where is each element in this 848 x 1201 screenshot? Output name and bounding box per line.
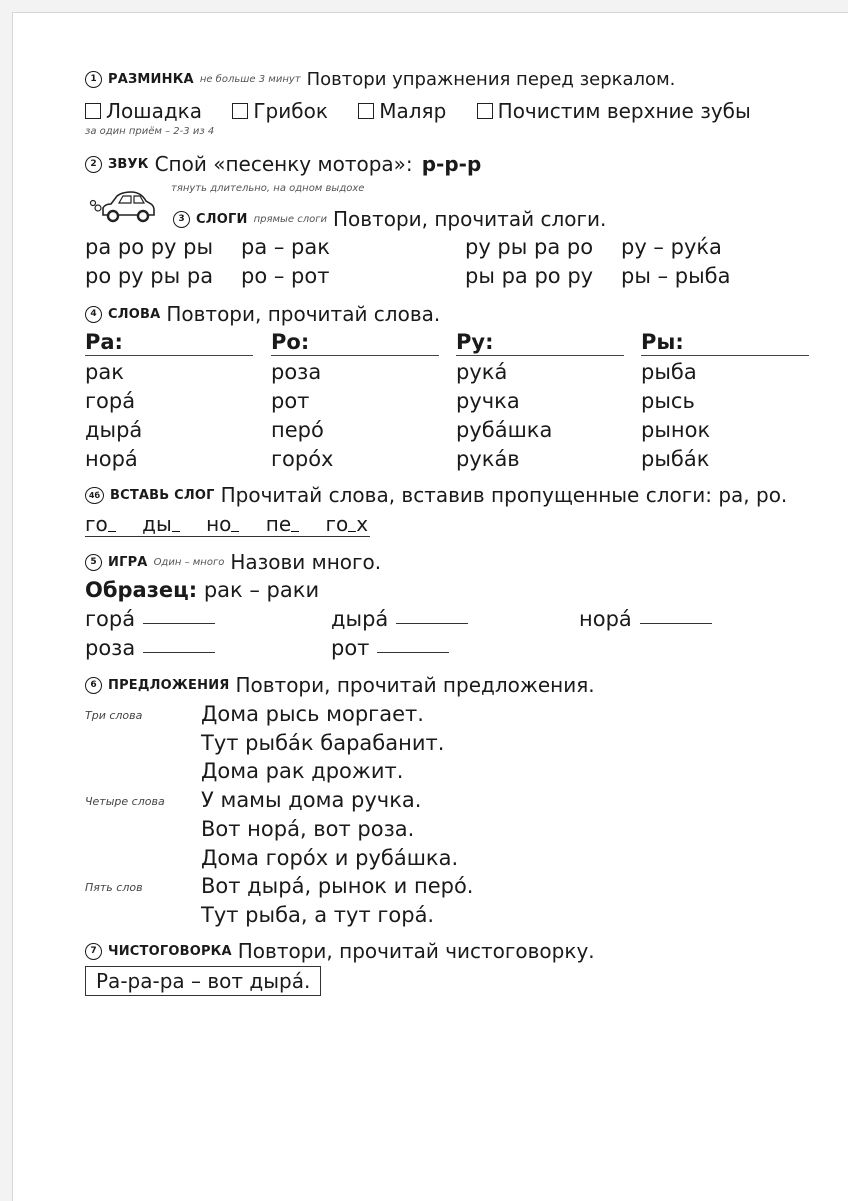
exercise-item[interactable]: Почистим верхние зубы — [477, 99, 751, 123]
sentence: У мамы дома ручка. — [201, 788, 422, 813]
word: рот — [271, 389, 310, 413]
answer-line[interactable] — [396, 622, 468, 624]
section-instruction: Спой «песенку мотора»: — [154, 152, 413, 176]
section-7-header — [85, 939, 595, 963]
section-5-header — [85, 550, 381, 574]
section-4b-header — [85, 483, 787, 507]
section-number: 1 — [85, 71, 102, 88]
checkbox[interactable] — [477, 103, 493, 119]
syllable-cell: ра – рак — [241, 235, 330, 259]
gap-word[interactable]: но — [206, 512, 239, 536]
sample-line — [85, 578, 319, 602]
section-note: прямые слоги — [253, 213, 327, 225]
exercise-item[interactable]: Лошадка — [85, 99, 202, 123]
section-number: 5 — [85, 554, 102, 571]
syllable-cell: ро ру ры ра — [85, 264, 214, 288]
section-number: 6 — [85, 677, 102, 694]
answer-line[interactable] — [143, 622, 215, 624]
section-title: СЛОГИ — [196, 211, 248, 227]
section-title: ИГРА — [108, 554, 148, 570]
group-label: Три слова — [85, 709, 143, 722]
section-number: 4б — [85, 487, 104, 504]
sentence-list — [201, 700, 474, 930]
checklist-note: за один приём – 2-3 из 4 — [85, 126, 215, 137]
section-instruction: Повтори, прочитай предложения. — [235, 673, 595, 697]
word: рак — [85, 360, 124, 384]
sentence: Вот нора́, вот роза. — [201, 816, 415, 841]
answer-item[interactable]: дыра́ — [331, 607, 468, 631]
word: нора́ — [85, 447, 138, 471]
checkbox[interactable] — [85, 103, 101, 119]
word: перо́ — [271, 418, 324, 442]
sentence: Дома рак дрожит. — [201, 759, 404, 784]
word: рысь — [641, 389, 695, 413]
car-icon — [89, 189, 157, 225]
section-4-header — [85, 302, 440, 326]
section-instruction: Повтори, прочитай слоги. — [333, 207, 607, 231]
syllable-cell: ра ро ру ры — [85, 235, 214, 259]
section-3-header — [173, 207, 606, 231]
word: ручка — [456, 389, 520, 413]
word: горо́х — [271, 447, 334, 471]
word: руба́шка — [456, 418, 553, 442]
syllable-cell: ры ра ро ру — [465, 264, 594, 288]
word: гора́ — [85, 389, 136, 413]
worksheet-page — [12, 12, 848, 1201]
checkbox[interactable] — [232, 103, 248, 119]
section-number: 4 — [85, 306, 102, 323]
word-column — [456, 330, 624, 474]
word-column — [641, 330, 809, 474]
answer-line[interactable] — [640, 622, 712, 624]
section-instruction: Повтори упражнения перед зеркалом. — [306, 69, 676, 90]
sentence: Дома горо́х и руба́шка. — [201, 845, 459, 870]
answer-line[interactable] — [143, 651, 215, 653]
column-title: Ры: — [641, 330, 809, 356]
section-title: РАЗМИНКА — [108, 72, 194, 87]
fill-in-words — [85, 512, 370, 537]
exercise-checklist — [85, 99, 751, 123]
sound-text: р-р-р — [421, 152, 482, 176]
sentence: Тут рыба, а тут гора́. — [201, 902, 435, 927]
column-title: Ра: — [85, 330, 253, 356]
gap-word[interactable]: го — [85, 512, 116, 536]
section-number: 3 — [173, 211, 190, 228]
syllable-cell: ру ры ра ро — [465, 235, 594, 259]
section-instruction: Назови много. — [230, 550, 382, 574]
section-title: ЧИСТОГОВОРКА — [108, 943, 232, 959]
exercise-item[interactable]: Маляр — [358, 99, 446, 123]
sentence: Дома рысь моргает. — [201, 702, 424, 726]
syllable-cell: ро – рот — [241, 264, 330, 288]
section-title: ПРЕДЛОЖЕНИЯ — [108, 677, 230, 693]
section-title: ЗВУК — [108, 156, 149, 172]
group-label: Пять слов — [85, 881, 143, 894]
section-title: ВСТАВЬ СЛОГ — [110, 487, 215, 503]
section-note: не больше 3 минут — [199, 74, 301, 85]
answer-item[interactable]: гора́ — [85, 607, 215, 631]
section-instruction: Прочитай слова, вставив пропущенные слоги: ра, ро. — [220, 483, 788, 507]
gap-word[interactable]: пе — [266, 512, 299, 536]
column-title: Ру: — [456, 330, 624, 356]
word-column — [85, 330, 253, 474]
exercise-item[interactable]: Грибок — [232, 99, 328, 123]
column-title: Ро: — [271, 330, 439, 356]
tongue-twister-box: Ра-ра-ра – вот дыра́. — [85, 966, 321, 996]
word-column — [271, 330, 439, 474]
word: рука́ — [456, 360, 508, 384]
answer-item[interactable]: нора́ — [579, 607, 712, 631]
sentence: Вот дыра́, рынок и перо́. — [201, 874, 474, 899]
checkbox[interactable] — [358, 103, 374, 119]
word: рыба́к — [641, 447, 710, 471]
section-1-header — [85, 69, 675, 90]
gap-word[interactable]: го х — [325, 512, 369, 536]
syllable-cell: ры – рыба — [621, 264, 731, 288]
word: рынок — [641, 418, 711, 442]
word: рыба — [641, 360, 697, 384]
section-number: 7 — [85, 943, 102, 960]
section-2-header — [85, 152, 481, 176]
sample-label: Образец: — [85, 578, 198, 602]
group-label: Четыре слова — [85, 795, 165, 808]
section-instruction: Повтори, прочитай чистоговорку. — [237, 939, 595, 963]
section-number: 2 — [85, 156, 102, 173]
answer-line[interactable] — [377, 651, 449, 653]
sample-text: рак – раки — [203, 578, 320, 602]
syllable-cell: ру – руќа — [621, 235, 722, 259]
section-instruction: Повтори, прочитай слова. — [166, 302, 441, 326]
section-note: Один – много — [153, 556, 225, 568]
answer-item[interactable]: рот — [331, 636, 449, 660]
sentence: Тут рыба́к барабанит. — [201, 730, 445, 755]
word: дыра́ — [85, 418, 143, 442]
gap-word[interactable]: ды — [142, 512, 180, 536]
sound-note: тянуть длительно, на одном выдохе — [171, 183, 365, 194]
section-6-header — [85, 673, 595, 697]
answer-item[interactable]: роза — [85, 636, 215, 660]
word: роза — [271, 360, 322, 384]
word: рука́в — [456, 447, 520, 471]
section-title: СЛОВА — [108, 306, 161, 322]
